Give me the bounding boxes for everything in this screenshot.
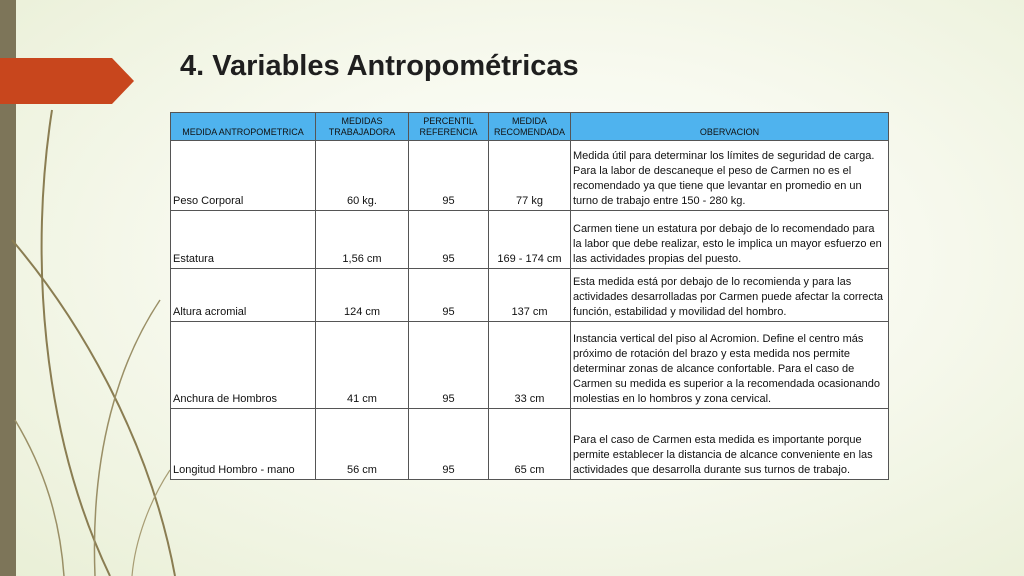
cell-percentil: 95 [409,269,489,322]
header-medida: MEDIDA ANTROPOMETRICA [171,113,316,141]
header-recomendada: MEDIDA RECOMENDADA [489,113,571,141]
cell-percentil: 95 [409,141,489,211]
cell-recomendada: 77 kg [489,141,571,211]
cell-recomendada: 33 cm [489,322,571,409]
table-row [171,269,889,322]
table-row [171,409,889,480]
page-title: 4. Variables Antropométricas [180,50,579,82]
cell-recomendada: 65 cm [489,409,571,480]
title-arrow-decoration [0,58,134,104]
table-header-row [171,113,889,141]
cell-medida: Anchura de Hombros [171,322,316,409]
cell-observacion: Para el caso de Carmen esta medida es importante porque permite establecer la distancia de alcance conveniente en las actividades que desarrolla durante sus turnos de trabajo. [571,409,889,480]
cell-trabajadora: 41 cm [316,322,409,409]
cell-trabajadora: 56 cm [316,409,409,480]
cell-medida: Altura acromial [171,269,316,322]
cell-observacion: Carmen tiene un estatura por debajo de lo recomendado para la labor que debe realizar, esto le implica un mayor esfuerzo en las actividades propias del puesto. [571,211,889,269]
cell-recomendada: 169 - 174 cm [489,211,571,269]
cell-trabajadora: 124 cm [316,269,409,322]
cell-medida: Longitud Hombro - mano [171,409,316,480]
table-row [171,141,889,211]
anthropometric-table [170,112,889,480]
cell-trabajadora: 1,56 cm [316,211,409,269]
table-row [171,322,889,409]
cell-observacion: Esta medida está por debajo de lo recomienda y para las actividades desarrolladas por Carmen puede afectar la correcta función, estabilidad y movilidad del hombro. [571,269,889,322]
cell-percentil: 95 [409,211,489,269]
cell-medida: Peso Corporal [171,141,316,211]
header-observacion: OBERVACION [571,113,889,141]
header-percentil: PERCENTIL REFERENCIA [409,113,489,141]
cell-trabajadora: 60 kg. [316,141,409,211]
cell-percentil: 95 [409,322,489,409]
table-row [171,211,889,269]
header-trabajadora: MEDIDAS TRABAJADORA [316,113,409,141]
cell-percentil: 95 [409,409,489,480]
cell-observacion: Medida útil para determinar los límites de seguridad de carga. Para la labor de descaneque el peso de Carmen no es el recomendado ya que tiene que levantar en promedio en un turno de trabajo entre 150 - 280 kg. [571,141,889,211]
cell-recomendada: 137 cm [489,269,571,322]
cell-observacion: Instancia vertical del piso al Acromion. Define el centro más próximo de rotación del brazo y esta medida nos permite determinar zonas de alcance confortable. Para el caso de Carmen su medida es superior a la recomendada ocasionando molestias en lo hombros y zona cervical. [571,322,889,409]
cell-medida: Estatura [171,211,316,269]
